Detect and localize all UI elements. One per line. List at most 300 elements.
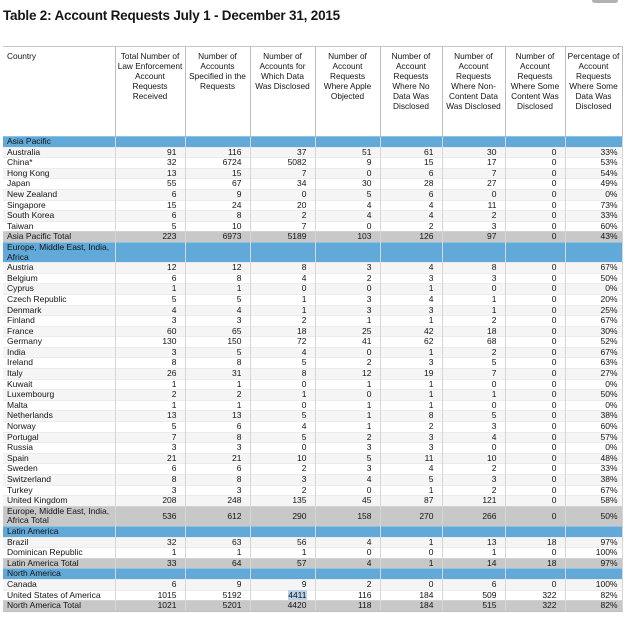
- section-header-cell: [115, 137, 185, 148]
- value-cell: 27: [442, 179, 505, 190]
- value-cell: 2: [250, 464, 315, 475]
- value-cell: 0: [505, 548, 565, 559]
- value-cell: 322: [505, 601, 565, 612]
- table-row: [3, 400, 622, 411]
- value-cell: 3: [380, 358, 442, 369]
- value-cell: 1: [380, 485, 442, 496]
- value-cell: 8: [380, 411, 442, 422]
- section-total-row: [3, 506, 622, 526]
- value-cell: 2: [250, 316, 315, 327]
- value-cell: 3: [185, 316, 250, 327]
- value-cell: 53%: [565, 158, 622, 169]
- value-cell: 5: [380, 475, 442, 486]
- value-cell: 0: [250, 189, 315, 200]
- table-row: [3, 221, 622, 232]
- value-cell: 0: [380, 548, 442, 559]
- value-cell: 0: [380, 579, 442, 590]
- value-cell: 3: [115, 485, 185, 496]
- value-cell: 0: [505, 221, 565, 232]
- value-cell: 4: [250, 347, 315, 358]
- value-cell: 3: [380, 432, 442, 443]
- value-cell: 0: [250, 443, 315, 454]
- value-cell: 8: [115, 358, 185, 369]
- value-cell: 5: [115, 221, 185, 232]
- table-row: [3, 422, 622, 433]
- value-cell: 6: [115, 579, 185, 590]
- value-cell: 2: [380, 422, 442, 433]
- table-row: [3, 147, 622, 158]
- country-cell: Hong Kong: [3, 168, 115, 179]
- country-cell: Turkey: [3, 485, 115, 496]
- section-label: Asia Pacific: [3, 137, 115, 148]
- value-cell: 97%: [565, 537, 622, 548]
- value-cell: 0: [505, 189, 565, 200]
- value-cell: 1: [315, 400, 380, 411]
- value-cell: 5: [315, 189, 380, 200]
- value-cell: 2: [250, 485, 315, 496]
- value-cell: 0: [505, 316, 565, 327]
- value-cell: 8: [250, 369, 315, 380]
- value-cell: 103: [315, 232, 380, 243]
- value-cell: 184: [380, 590, 442, 601]
- value-cell: 1: [250, 294, 315, 305]
- value-cell: 1: [442, 548, 505, 559]
- header-row: [3, 47, 622, 137]
- table-row: [3, 347, 622, 358]
- value-cell: 3: [315, 294, 380, 305]
- value-cell: 10: [442, 453, 505, 464]
- value-cell: 8: [185, 273, 250, 284]
- table-row: [3, 475, 622, 486]
- scrollbar-thumb[interactable]: [592, 0, 618, 3]
- table-row: [3, 496, 622, 507]
- table-row: [3, 189, 622, 200]
- value-cell: 4: [115, 305, 185, 316]
- section-header-cell: [185, 526, 250, 537]
- value-cell: 15: [380, 158, 442, 169]
- value-cell: 4: [185, 305, 250, 316]
- value-cell: 1: [115, 548, 185, 559]
- value-cell: 0: [442, 379, 505, 390]
- value-cell: 18: [505, 537, 565, 548]
- section-total-row: [3, 558, 622, 569]
- value-cell: 8: [442, 263, 505, 274]
- value-cell: 60%: [565, 221, 622, 232]
- value-cell: 1: [185, 548, 250, 559]
- value-cell: 9: [250, 579, 315, 590]
- table-row: [3, 200, 622, 211]
- value-cell: 1: [250, 390, 315, 401]
- value-cell: 31: [185, 369, 250, 380]
- value-cell: 0: [505, 284, 565, 295]
- section-header-cell: [442, 569, 505, 580]
- value-cell: 4: [380, 464, 442, 475]
- value-cell: 0: [505, 379, 565, 390]
- value-cell: 8: [185, 211, 250, 222]
- column-header-country: Country: [3, 47, 115, 137]
- value-cell: 37: [250, 147, 315, 158]
- value-cell: 290: [250, 506, 315, 526]
- country-cell: Portugal: [3, 432, 115, 443]
- value-cell: 158: [315, 506, 380, 526]
- value-cell: 5: [315, 453, 380, 464]
- value-cell: 150: [185, 337, 250, 348]
- value-cell: 0: [315, 221, 380, 232]
- section-header-cell: [565, 569, 622, 580]
- section-header-cell: [115, 526, 185, 537]
- value-cell: 2: [442, 464, 505, 475]
- value-cell: 18: [442, 326, 505, 337]
- value-cell: 56: [250, 537, 315, 548]
- value-cell: 51: [315, 147, 380, 158]
- value-cell: 1015: [115, 590, 185, 601]
- value-cell: 32: [115, 537, 185, 548]
- value-cell: 0: [505, 273, 565, 284]
- value-cell: 3: [115, 347, 185, 358]
- value-cell: 0: [442, 284, 505, 295]
- country-cell: China*: [3, 158, 115, 169]
- value-cell: 0: [505, 158, 565, 169]
- value-cell: 100%: [565, 579, 622, 590]
- column-header: Number of Account Requests Where Apple Objected: [315, 47, 380, 137]
- value-cell: 8: [250, 263, 315, 274]
- value-cell: 0: [505, 211, 565, 222]
- value-cell: 0: [505, 400, 565, 411]
- value-cell: 266: [442, 506, 505, 526]
- section-header-cell: [250, 137, 315, 148]
- value-cell: 270: [380, 506, 442, 526]
- value-cell: 3: [185, 443, 250, 454]
- table-row: [3, 358, 622, 369]
- value-cell: 67%: [565, 316, 622, 327]
- value-cell: 2: [315, 273, 380, 284]
- value-cell: 57%: [565, 432, 622, 443]
- section-header-cell: [250, 526, 315, 537]
- section-total-row: [3, 601, 622, 612]
- value-cell: 0%: [565, 284, 622, 295]
- value-cell: 3: [185, 485, 250, 496]
- country-cell: Switzerland: [3, 475, 115, 486]
- value-cell: 63%: [565, 358, 622, 369]
- value-cell: 3: [315, 443, 380, 454]
- value-cell: 13: [115, 168, 185, 179]
- value-cell: 67%: [565, 263, 622, 274]
- value-cell: 3: [250, 475, 315, 486]
- value-cell: 67%: [565, 485, 622, 496]
- section-header-cell: [185, 137, 250, 148]
- value-cell: 116: [315, 590, 380, 601]
- value-cell: 15: [185, 168, 250, 179]
- value-cell: 3: [380, 305, 442, 316]
- value-cell: 57: [250, 558, 315, 569]
- value-cell: 30: [442, 147, 505, 158]
- value-cell: 4: [315, 537, 380, 548]
- value-cell: 130: [115, 337, 185, 348]
- value-cell: 223: [115, 232, 185, 243]
- table-row: [3, 158, 622, 169]
- value-cell: 67: [185, 179, 250, 190]
- country-cell: United States of America: [3, 590, 115, 601]
- section-header-cell: [250, 242, 315, 262]
- country-cell: Sweden: [3, 464, 115, 475]
- value-cell: 612: [185, 506, 250, 526]
- value-cell: 3: [442, 221, 505, 232]
- selected-text: 4411: [288, 589, 307, 600]
- value-cell: 1: [115, 400, 185, 411]
- value-cell: 2: [442, 316, 505, 327]
- value-cell: 20: [250, 200, 315, 211]
- value-cell: 12: [315, 369, 380, 380]
- value-cell: 73%: [565, 200, 622, 211]
- section-header-row: [3, 569, 622, 580]
- value-cell: 4: [315, 558, 380, 569]
- country-cell: Luxembourg: [3, 390, 115, 401]
- value-cell: 0: [505, 294, 565, 305]
- country-cell: Canada: [3, 579, 115, 590]
- value-cell: 0: [505, 179, 565, 190]
- value-cell: 0: [505, 453, 565, 464]
- value-cell: 3: [380, 273, 442, 284]
- value-cell: 5: [442, 358, 505, 369]
- value-cell: 91: [115, 147, 185, 158]
- value-cell: 0%: [565, 189, 622, 200]
- value-cell: 6: [185, 464, 250, 475]
- section-header-cell: [380, 242, 442, 262]
- section-header-cell: [442, 526, 505, 537]
- value-cell: 82%: [565, 601, 622, 612]
- value-cell: 118: [315, 601, 380, 612]
- value-cell: 2: [115, 390, 185, 401]
- value-cell: 38%: [565, 411, 622, 422]
- value-cell: 5189: [250, 232, 315, 243]
- country-cell: South Korea: [3, 211, 115, 222]
- country-cell: Denmark: [3, 305, 115, 316]
- value-cell: 49%: [565, 179, 622, 190]
- value-cell: 0: [505, 443, 565, 454]
- value-cell: 43%: [565, 232, 622, 243]
- value-cell: 5201: [185, 601, 250, 612]
- value-cell: 7: [442, 168, 505, 179]
- value-cell: 0: [505, 232, 565, 243]
- table-row: [3, 443, 622, 454]
- country-cell: Australia: [3, 147, 115, 158]
- section-header-cell: [315, 526, 380, 537]
- value-cell: 3: [315, 305, 380, 316]
- value-cell: 100%: [565, 548, 622, 559]
- table-row: [3, 548, 622, 559]
- table-row: [3, 294, 622, 305]
- value-cell: 9: [185, 579, 250, 590]
- value-cell: 1: [185, 379, 250, 390]
- country-cell: India: [3, 347, 115, 358]
- value-cell: 34: [250, 179, 315, 190]
- value-cell: 65: [185, 326, 250, 337]
- value-cell: 2: [315, 358, 380, 369]
- value-cell: 97: [442, 232, 505, 243]
- value-cell: 38%: [565, 475, 622, 486]
- value-cell: 33%: [565, 147, 622, 158]
- value-cell: 4: [250, 273, 315, 284]
- value-cell: 50%: [565, 506, 622, 526]
- value-cell: 82%: [565, 590, 622, 601]
- value-cell: 9: [315, 158, 380, 169]
- value-cell: 1: [250, 548, 315, 559]
- value-cell: 248: [185, 496, 250, 507]
- value-cell: 6: [380, 189, 442, 200]
- section-header-cell: [315, 137, 380, 148]
- value-cell: 0: [505, 168, 565, 179]
- value-cell: 6: [115, 211, 185, 222]
- value-cell: 3: [442, 273, 505, 284]
- section-header-cell: [442, 137, 505, 148]
- section-header-row: [3, 242, 622, 262]
- value-cell: 1: [185, 284, 250, 295]
- country-cell: Kuwait: [3, 379, 115, 390]
- country-cell: Latin America Total: [3, 558, 115, 569]
- value-cell: 3: [315, 464, 380, 475]
- value-cell: 72: [250, 337, 315, 348]
- value-cell: 45: [315, 496, 380, 507]
- section-label: Europe, Middle East, India, Africa: [3, 242, 115, 262]
- value-cell: 20%: [565, 294, 622, 305]
- value-cell: 97%: [565, 558, 622, 569]
- value-cell: 3: [380, 443, 442, 454]
- value-cell: 5: [115, 294, 185, 305]
- value-cell: 4: [442, 432, 505, 443]
- value-cell: 3: [115, 443, 185, 454]
- value-cell: 30%: [565, 326, 622, 337]
- value-cell: 0: [442, 400, 505, 411]
- value-cell: 17: [442, 158, 505, 169]
- country-cell: Germany: [3, 337, 115, 348]
- value-cell: 54%: [565, 168, 622, 179]
- value-cell: 1: [315, 422, 380, 433]
- value-cell: 0: [505, 506, 565, 526]
- table-row: [3, 579, 622, 590]
- value-cell: 0: [505, 464, 565, 475]
- value-cell: 1: [315, 316, 380, 327]
- value-cell: 0%: [565, 443, 622, 454]
- country-cell: Ireland: [3, 358, 115, 369]
- table-row: [3, 485, 622, 496]
- section-header-cell: [185, 569, 250, 580]
- country-cell: United Kingdom: [3, 496, 115, 507]
- value-cell: 18: [505, 558, 565, 569]
- section-header-cell: [442, 242, 505, 262]
- column-header: Number of Account Requests Where Non-Content Data Was Disclosed: [442, 47, 505, 137]
- value-cell: 21: [185, 453, 250, 464]
- value-cell: 6: [115, 189, 185, 200]
- table-body: [3, 137, 622, 612]
- value-cell: 13: [115, 411, 185, 422]
- section-header-cell: [505, 242, 565, 262]
- section-header-row: [3, 526, 622, 537]
- value-cell: 5: [185, 294, 250, 305]
- value-cell: 0: [505, 475, 565, 486]
- value-cell: 21: [115, 453, 185, 464]
- value-cell: 4: [380, 294, 442, 305]
- value-cell: 1: [442, 305, 505, 316]
- table-row: [3, 326, 622, 337]
- value-cell: 63: [185, 537, 250, 548]
- value-cell: 7: [250, 168, 315, 179]
- section-header-cell: [185, 242, 250, 262]
- section-header-cell: [250, 569, 315, 580]
- table-row: [3, 537, 622, 548]
- value-cell: 0: [315, 485, 380, 496]
- value-cell: 48%: [565, 453, 622, 464]
- country-cell: Norway: [3, 422, 115, 433]
- value-cell: 1: [315, 379, 380, 390]
- value-cell: 33%: [565, 211, 622, 222]
- value-cell: 87: [380, 496, 442, 507]
- value-cell: 13: [442, 537, 505, 548]
- value-cell: 5: [115, 422, 185, 433]
- country-cell: Taiwan: [3, 221, 115, 232]
- value-cell: 1: [380, 390, 442, 401]
- table-row: [3, 369, 622, 380]
- value-cell: 32: [115, 158, 185, 169]
- value-cell: 1: [442, 390, 505, 401]
- country-cell: Russia: [3, 443, 115, 454]
- table-row: [3, 337, 622, 348]
- value-cell: 12: [185, 263, 250, 274]
- section-total-row: [3, 232, 622, 243]
- value-cell: 0: [442, 189, 505, 200]
- table-row: [3, 464, 622, 475]
- table-row: [3, 590, 622, 601]
- value-cell: 1021: [115, 601, 185, 612]
- value-cell: 2: [442, 211, 505, 222]
- value-cell: 50%: [565, 273, 622, 284]
- value-cell: 0: [505, 390, 565, 401]
- value-cell: 15: [115, 200, 185, 211]
- page-title: Table 2: Account Requests July 1 - December 31, 2015: [3, 8, 340, 23]
- value-cell: 5192: [185, 590, 250, 601]
- country-cell: Netherlands: [3, 411, 115, 422]
- value-cell: 0: [505, 200, 565, 211]
- value-cell: 0: [505, 432, 565, 443]
- value-cell: 4: [380, 211, 442, 222]
- account-requests-table: [3, 46, 623, 612]
- country-cell: Cyprus: [3, 284, 115, 295]
- value-cell: 6: [115, 464, 185, 475]
- column-header: Number of Account Requests Where No Data Was Disclosed: [380, 47, 442, 137]
- table-row: [3, 411, 622, 422]
- section-header-cell: [315, 242, 380, 262]
- value-cell: 536: [115, 506, 185, 526]
- value-cell: 0%: [565, 400, 622, 411]
- country-cell: New Zealand: [3, 189, 115, 200]
- country-cell: Singapore: [3, 200, 115, 211]
- country-cell: Malta: [3, 400, 115, 411]
- value-cell: 67%: [565, 347, 622, 358]
- column-header: Number of Accounts for Which Data Was Disclosed: [250, 47, 315, 137]
- value-cell: 26: [115, 369, 185, 380]
- value-cell: 25: [315, 326, 380, 337]
- value-cell: 6: [380, 168, 442, 179]
- value-cell: 116: [185, 147, 250, 158]
- value-cell: 0: [505, 305, 565, 316]
- value-cell: 11: [380, 453, 442, 464]
- section-header-cell: [380, 569, 442, 580]
- value-cell: 1: [380, 558, 442, 569]
- value-cell: 8: [115, 475, 185, 486]
- section-header-cell: [565, 137, 622, 148]
- value-cell: 6724: [185, 158, 250, 169]
- value-cell: 0%: [565, 379, 622, 390]
- country-cell: Austria: [3, 263, 115, 274]
